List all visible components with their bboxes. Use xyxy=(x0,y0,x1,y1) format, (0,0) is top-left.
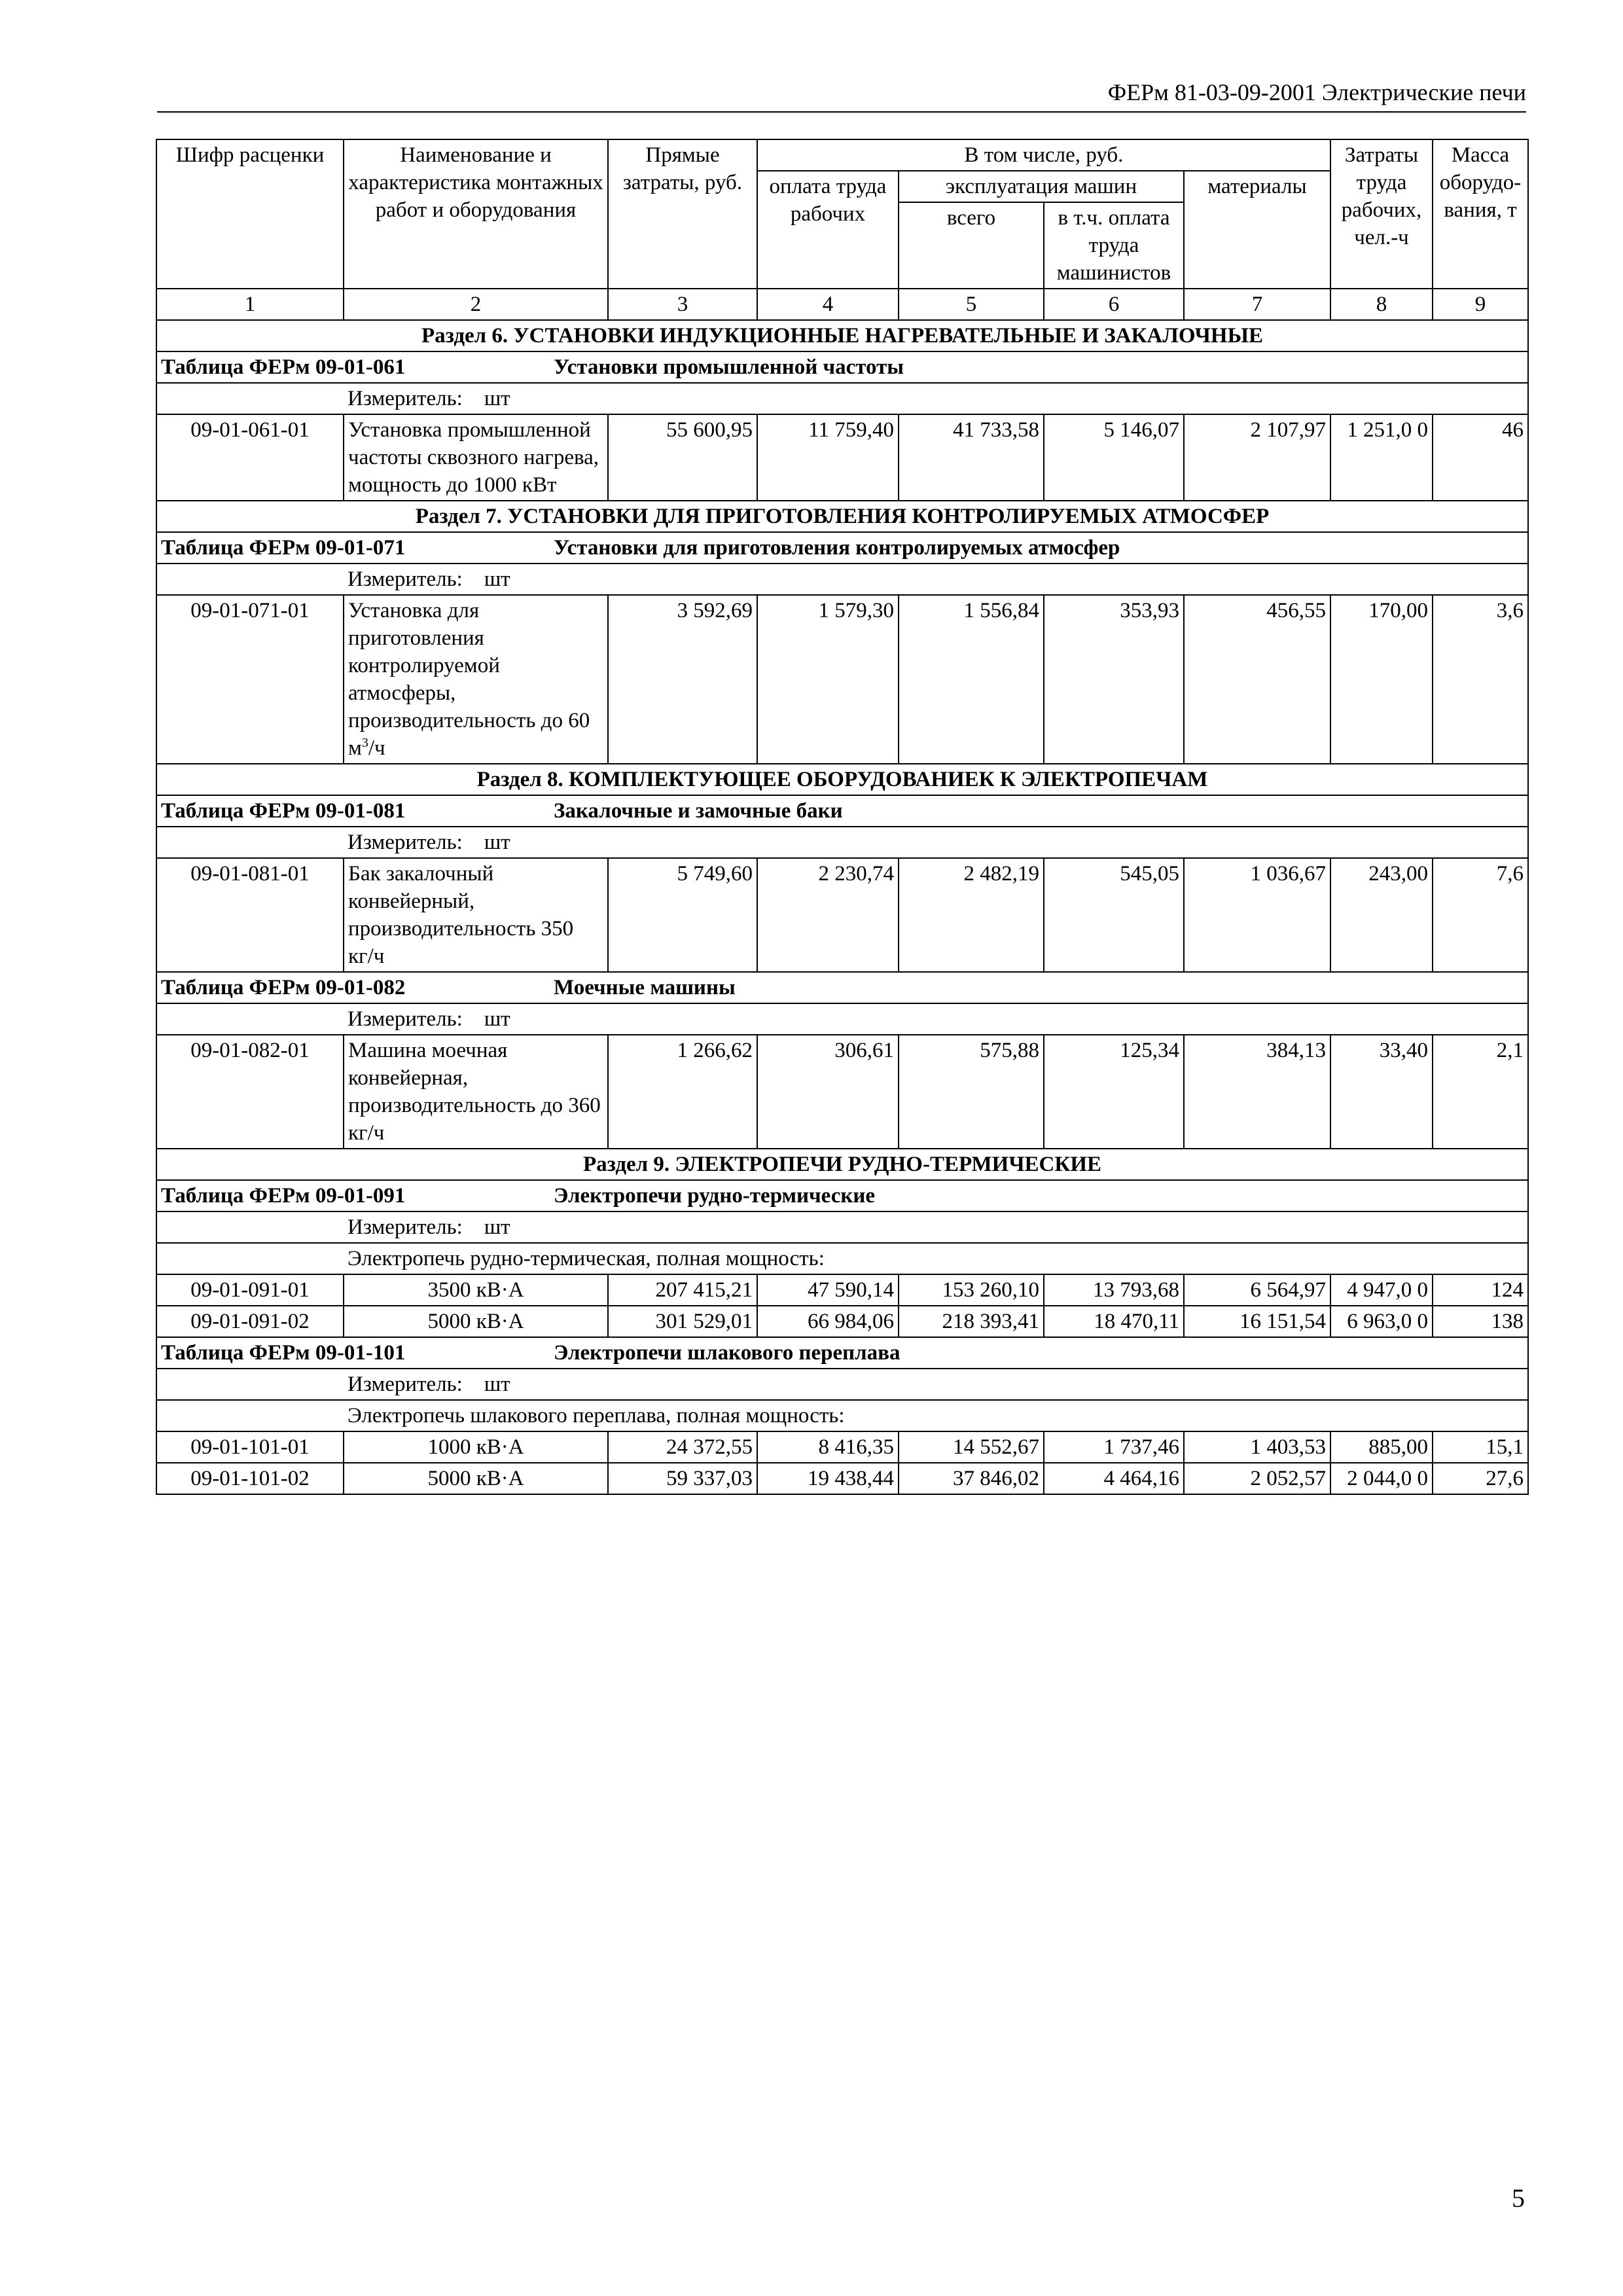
table-name: Электропечи рудно-термические xyxy=(554,1184,876,1208)
col-header-materials: материалы xyxy=(1184,171,1330,289)
machine-cost: 37 846,02 xyxy=(899,1463,1044,1494)
table-title-row xyxy=(156,972,1528,1003)
table-title-row xyxy=(156,351,1528,383)
page-header-title: ФЕРм 81-03-09-2001 Электрические печи xyxy=(1107,79,1526,105)
equipment-mass: 124 xyxy=(1433,1274,1528,1306)
labor-cost: 306,61 xyxy=(757,1035,899,1149)
machine-cost: 2 482,19 xyxy=(899,858,1044,972)
direct-cost: 24 372,55 xyxy=(608,1431,757,1463)
measure-row xyxy=(156,383,1528,414)
table-name: Установки для приготовления контролируемых атмосфер xyxy=(554,536,1120,560)
col-header-labor: оплата труда рабочих xyxy=(757,171,899,289)
col-number: 9 xyxy=(1433,289,1528,320)
table-row xyxy=(156,414,1528,501)
table-header-row xyxy=(156,139,1528,171)
col-header-mass: Масса оборудо-вания, т xyxy=(1433,139,1528,289)
machine-cost: 575,88 xyxy=(899,1035,1044,1149)
rate-name: Бак закалочный конвейерный, производительность 350 кг/ч xyxy=(344,858,608,972)
direct-cost: 207 415,21 xyxy=(608,1274,757,1306)
labor-hours: 4 947,0 0 xyxy=(1330,1274,1433,1306)
measure-unit: шт xyxy=(484,567,510,591)
labor-hours: 6 963,0 0 xyxy=(1330,1306,1433,1337)
rate-name: 1000 кВ·А xyxy=(344,1431,608,1463)
equipment-mass: 15,1 xyxy=(1433,1431,1528,1463)
measure-row xyxy=(156,1369,1528,1400)
materials-cost: 456,55 xyxy=(1184,595,1330,764)
page-number: 5 xyxy=(1512,2183,1525,2213)
machine-cost: 41 733,58 xyxy=(899,414,1044,501)
direct-cost: 55 600,95 xyxy=(608,414,757,501)
measure-row xyxy=(156,1003,1528,1035)
equipment-mass: 7,6 xyxy=(1433,858,1528,972)
rate-name: Установка для приготовления контролируемой атмосферы, производительность до 60 $м^3/ч$ xyxy=(344,595,608,764)
table-code: Таблица ФЕРм 09-01-101 xyxy=(161,1341,406,1365)
machine-cost: 1 556,84 xyxy=(899,595,1044,764)
machine-labor-cost: 125,34 xyxy=(1044,1035,1184,1149)
col-header-mach-total: всего xyxy=(899,202,1044,289)
measure-unit: шт xyxy=(484,1215,510,1239)
labor-cost: 2 230,74 xyxy=(757,858,899,972)
materials-cost: 2 107,97 xyxy=(1184,414,1330,501)
rate-name: Машина моечная конвейерная, производительность до 360 кг/ч xyxy=(344,1035,608,1149)
measure-label: Измеритель: xyxy=(348,831,463,854)
table-row xyxy=(156,1431,1528,1463)
page-header xyxy=(157,71,1526,113)
direct-cost: 59 337,03 xyxy=(608,1463,757,1494)
materials-cost: 1 036,67 xyxy=(1184,858,1330,972)
col-header-code: Шифр расценки xyxy=(156,139,344,289)
table-row xyxy=(156,1035,1528,1149)
col-header-including: В том числе, руб. xyxy=(757,139,1330,171)
machine-labor-cost: 13 793,68 xyxy=(1044,1274,1184,1306)
rates-table xyxy=(156,139,1529,1495)
col-number: 6 xyxy=(1044,289,1184,320)
rate-name: 3500 кВ·А xyxy=(344,1274,608,1306)
section-title: Раздел 7. УСТАНОВКИ ДЛЯ ПРИГОТОВЛЕНИЯ КОНТРОЛИРУЕМЫХ АТМОСФЕР xyxy=(156,501,1528,532)
direct-cost: 3 592,69 xyxy=(608,595,757,764)
section-title: Раздел 8. КОМПЛЕКТУЮЩЕЕ ОБОРУДОВАНИЕК К ЭЛЕКТРОПЕЧАМ xyxy=(156,764,1528,795)
labor-cost: 47 590,14 xyxy=(757,1274,899,1306)
labor-hours: 2 044,0 0 xyxy=(1330,1463,1433,1494)
col-number: 4 xyxy=(757,289,899,320)
machine-labor-cost: 545,05 xyxy=(1044,858,1184,972)
section-heading-row xyxy=(156,1149,1528,1180)
section-title: Раздел 9. ЭЛЕКТРОПЕЧИ РУДНО-ТЕРМИЧЕСКИЕ xyxy=(156,1149,1528,1180)
measure-unit: шт xyxy=(484,1372,510,1396)
measure-unit: шт xyxy=(484,1007,510,1031)
table-code: Таблица ФЕРм 09-01-071 xyxy=(161,536,406,560)
machine-labor-cost: 1 737,46 xyxy=(1044,1431,1184,1463)
section-title: Раздел 6. УСТАНОВКИ ИНДУКЦИОННЫЕ НАГРЕВАТЕЛЬНЫЕ И ЗАКАЛОЧНЫЕ xyxy=(156,320,1528,351)
table-row xyxy=(156,595,1528,764)
materials-cost: 16 151,54 xyxy=(1184,1306,1330,1337)
machine-labor-cost: 5 146,07 xyxy=(1044,414,1184,501)
rate-code: 09-01-082-01 xyxy=(156,1035,344,1149)
labor-cost: 1 579,30 xyxy=(757,595,899,764)
labor-hours: 885,00 xyxy=(1330,1431,1433,1463)
section-heading-row xyxy=(156,764,1528,795)
measure-label: Измеритель: xyxy=(348,1372,463,1396)
direct-cost: 1 266,62 xyxy=(608,1035,757,1149)
direct-cost: 301 529,01 xyxy=(608,1306,757,1337)
table-code: Таблица ФЕРм 09-01-081 xyxy=(161,799,406,823)
table-name: Моечные машины xyxy=(554,976,736,999)
rate-code: 09-01-091-02 xyxy=(156,1306,344,1337)
table-name: Установки промышленной частоты xyxy=(554,355,904,379)
labor-cost: 11 759,40 xyxy=(757,414,899,501)
subgroup-row xyxy=(156,1243,1528,1274)
equipment-mass: 2,1 xyxy=(1433,1035,1528,1149)
machine-labor-cost: 18 470,11 xyxy=(1044,1306,1184,1337)
machine-cost: 153 260,10 xyxy=(899,1274,1044,1306)
labor-cost: 66 984,06 xyxy=(757,1306,899,1337)
measure-label: Измеритель: xyxy=(348,1215,463,1239)
table-title-row xyxy=(156,1337,1528,1369)
materials-cost: 2 052,57 xyxy=(1184,1463,1330,1494)
materials-cost: 6 564,97 xyxy=(1184,1274,1330,1306)
measure-row xyxy=(156,1211,1528,1243)
table-row xyxy=(156,1306,1528,1337)
table-title-row xyxy=(156,1180,1528,1211)
subgroup-title: Электропечь рудно-термическая, полная мощность: xyxy=(344,1243,1528,1274)
col-number: 8 xyxy=(1330,289,1433,320)
table-code: Таблица ФЕРм 09-01-061 xyxy=(161,355,406,379)
rate-name: 5000 кВ·А xyxy=(344,1463,608,1494)
measure-label: Измеритель: xyxy=(348,387,463,410)
rate-code: 09-01-081-01 xyxy=(156,858,344,972)
subgroup-row xyxy=(156,1400,1528,1431)
col-number: 7 xyxy=(1184,289,1330,320)
equipment-mass: 138 xyxy=(1433,1306,1528,1337)
col-header-direct: Прямые затраты, руб. xyxy=(608,139,757,289)
materials-cost: 1 403,53 xyxy=(1184,1431,1330,1463)
section-heading-row xyxy=(156,501,1528,532)
direct-cost: 5 749,60 xyxy=(608,858,757,972)
materials-cost: 384,13 xyxy=(1184,1035,1330,1149)
labor-cost: 19 438,44 xyxy=(757,1463,899,1494)
table-name: Закалочные и замочные баки xyxy=(554,799,843,823)
col-number: 3 xyxy=(608,289,757,320)
measure-label: Измеритель: xyxy=(348,567,463,591)
labor-hours: 170,00 xyxy=(1330,595,1433,764)
table-code: Таблица ФЕРм 09-01-082 xyxy=(161,976,406,999)
measure-row xyxy=(156,564,1528,595)
rate-code: 09-01-071-01 xyxy=(156,595,344,764)
col-number: 2 xyxy=(344,289,608,320)
subgroup-title: Электропечь шлакового переплава, полная мощность: xyxy=(344,1400,1528,1431)
col-number: 5 xyxy=(899,289,1044,320)
col-header-machines: эксплуатация машин xyxy=(899,171,1184,202)
table-row xyxy=(156,1274,1528,1306)
table-row xyxy=(156,1463,1528,1494)
rate-name: 5000 кВ·А xyxy=(344,1306,608,1337)
measure-unit: шт xyxy=(484,831,510,854)
measure-row xyxy=(156,827,1528,858)
col-number: 1 xyxy=(156,289,344,320)
rate-code: 09-01-101-02 xyxy=(156,1463,344,1494)
measure-label: Измеритель: xyxy=(348,1007,463,1031)
machine-labor-cost: 4 464,16 xyxy=(1044,1463,1184,1494)
table-row xyxy=(156,858,1528,972)
col-header-name: Наименование и характеристика монтажных работ и оборудования xyxy=(344,139,608,289)
equipment-mass: 27,6 xyxy=(1433,1463,1528,1494)
rate-name: Установка промышленной частоты сквозного нагрева, мощность до 1000 кВт xyxy=(344,414,608,501)
table-name: Электропечи шлакового переплава xyxy=(554,1341,901,1365)
labor-hours: 1 251,0 0 xyxy=(1330,414,1433,501)
machine-cost: 218 393,41 xyxy=(899,1306,1044,1337)
col-header-hours: Затраты труда рабочих, чел.-ч xyxy=(1330,139,1433,289)
table-title-row xyxy=(156,795,1528,827)
labor-hours: 243,00 xyxy=(1330,858,1433,972)
machine-cost: 14 552,67 xyxy=(899,1431,1044,1463)
table-title-row xyxy=(156,532,1528,564)
rate-code: 09-01-101-01 xyxy=(156,1431,344,1463)
column-number-row xyxy=(156,289,1528,320)
table-code: Таблица ФЕРм 09-01-091 xyxy=(161,1184,406,1208)
machine-labor-cost: 353,93 xyxy=(1044,595,1184,764)
rate-code: 09-01-061-01 xyxy=(156,414,344,501)
equipment-mass: 3,6 xyxy=(1433,595,1528,764)
equipment-mass: 46 xyxy=(1433,414,1528,501)
measure-unit: шт xyxy=(484,387,510,410)
col-header-mach-labor: в т.ч. оплата труда машинистов xyxy=(1044,202,1184,289)
section-heading-row xyxy=(156,320,1528,351)
rate-code: 09-01-091-01 xyxy=(156,1274,344,1306)
labor-cost: 8 416,35 xyxy=(757,1431,899,1463)
labor-hours: 33,40 xyxy=(1330,1035,1433,1149)
